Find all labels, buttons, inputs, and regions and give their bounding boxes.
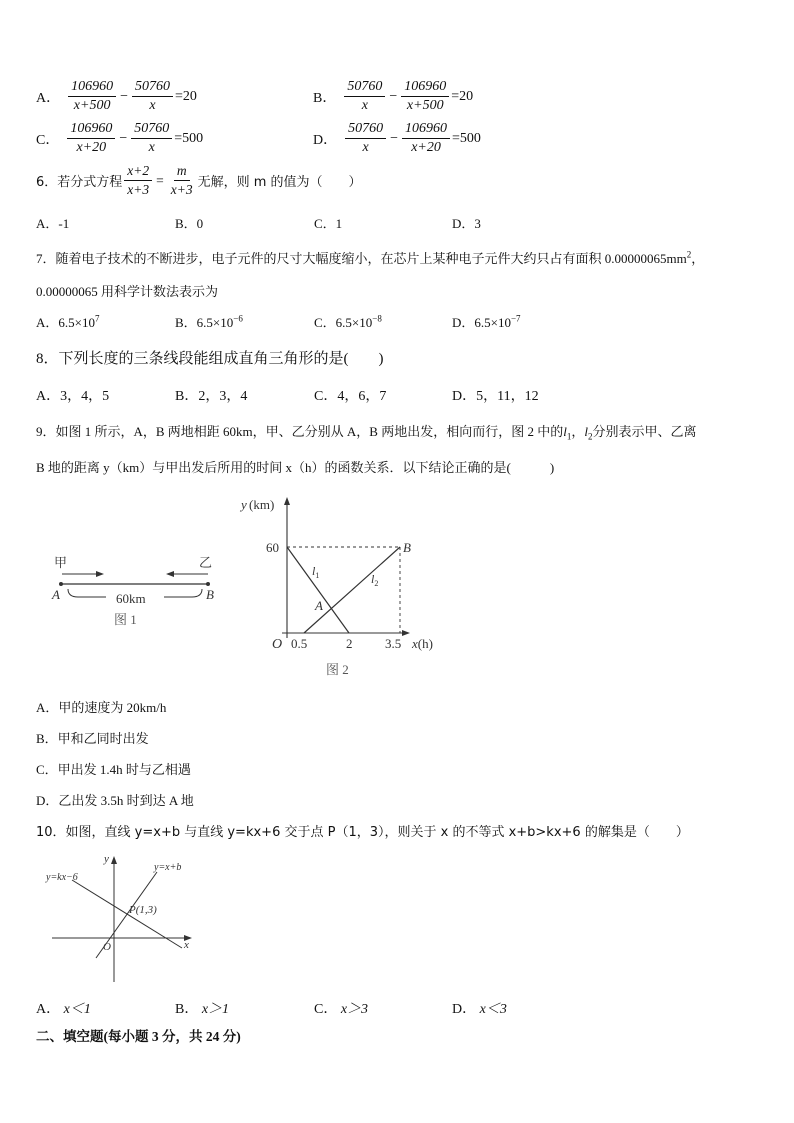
q6-option-c: C．1	[314, 216, 343, 231]
figure-1	[48, 553, 228, 633]
q5-option-b: B． $\frac{50760}{x}$ − $\frac{106960}{x+500}$ =20	[313, 79, 474, 113]
q7-option-a: A．$6.5\times 10^7$	[36, 313, 100, 330]
q7-option-c: C．$6.5\times 10^{-8}$	[314, 313, 382, 330]
q9-stem-line2: B 地的距离 y（km）与甲出发后所用的时间 x（h）的函数关系．以下结论正确的是( )	[36, 460, 555, 475]
q9-option-b: B．甲和乙同时出发	[36, 731, 149, 746]
q8-option-d: D．5，11，12	[452, 389, 539, 404]
fig3-label-kx: y=kx−6	[46, 872, 78, 883]
fig2-point-b: B	[403, 540, 411, 555]
figure-2	[232, 492, 447, 682]
section-2-heading: 二、填空题(每小题 3 分，共 24 分)	[36, 1029, 241, 1044]
q10-option-d: D． x＜3	[452, 1002, 507, 1017]
q6-option-a: A．-1	[36, 216, 70, 231]
figure-3	[42, 850, 202, 990]
q8-stem: 8．下列长度的三条线段能组成直角三角形的是( )	[36, 351, 384, 367]
q7-option-b: B．$6.5\times 10^{-6}$	[175, 313, 243, 330]
q9-option-a: A．甲的速度为 20km/h	[36, 700, 167, 715]
fig2-caption: 图 2	[326, 662, 349, 677]
q7-option-d: D．$6.5\times 10^{-7}$	[452, 313, 521, 330]
fig1-brace-right	[164, 589, 202, 597]
fig2-x-label: x(h)	[412, 636, 433, 651]
fig3-origin: O	[103, 941, 111, 953]
fig2-l1-label: $l_1$	[312, 564, 320, 580]
fig1-yi: 乙	[199, 555, 213, 570]
q6-option-b: B．0	[175, 216, 204, 231]
fig3-y-label: y	[104, 853, 109, 865]
fig2-x-tick-35: 3.5	[385, 636, 402, 651]
fig1-label-a: A	[52, 587, 60, 602]
q6-option-d: D．3	[452, 216, 481, 231]
fig1-jia: 甲	[54, 555, 68, 570]
fig3-point-p: P(1,3)	[129, 904, 157, 916]
q5-option-a: A． $\frac{106960}{x+500}$ − $\frac{50760}{x}$ =20	[36, 79, 197, 113]
fig1-brace-left	[68, 589, 106, 597]
fig2-origin: O	[272, 637, 283, 652]
q6-stem: 6．若分式方程 $\frac{x+2}{x+3}$ = $\frac{m}{x+3}$ 无解，则 m 的值为（ ）	[36, 163, 362, 197]
fig2-l2-label: $l_2$	[371, 572, 379, 588]
fig3-x-label: x	[184, 939, 189, 951]
fig3-y-axis-arrow	[111, 856, 117, 864]
q7-stem-line2: 0.00000065 用科学计数法表示为	[36, 284, 219, 299]
q9-option-c: C．甲出发 1.4h 时与乙相遇	[36, 762, 191, 777]
fig2-x-tick-05: 0.5	[291, 636, 308, 651]
q5-option-d: D． $\frac{50760}{x}$ − $\frac{106960}{x+20}$ =500	[313, 121, 481, 155]
fig2-y-label-unit: (km)	[249, 497, 275, 512]
q10-stem: 10．如图，直线 y=x+b 与直线 y=kx+6 交于点 P（1，3），则关于 x 的不等式 x+b>kx+6 的解集是（ ）	[36, 825, 689, 840]
q10-option-b: B． x＞1	[175, 1002, 230, 1017]
fig2-point-a: A	[315, 598, 323, 613]
fig2-y-tick-60: 60	[266, 540, 279, 555]
fig2-y-label: y	[241, 497, 247, 512]
fig1-label-b: B	[206, 587, 214, 602]
fig2-y-axis-arrow	[284, 497, 290, 505]
fig1-jia-arrow-head	[96, 571, 104, 577]
fig2-x-tick-2: 2	[346, 636, 353, 651]
q7-stem-line1: 7．随着电子技术的不断进步，电子元件的尺寸大幅度缩小，在芯片上某种电子元件大约只占有面积 $0.00000065mm^2$，	[36, 249, 705, 266]
q8-option-b: B．2，3，4	[175, 389, 248, 404]
fig1-point-a	[59, 582, 63, 586]
fig1-distance: 60km	[116, 591, 146, 606]
q10-option-c: C． x＞3	[314, 1002, 369, 1017]
q9-option-d: D．乙出发 3.5h 时到达 A 地	[36, 793, 194, 808]
fig1-caption: 图 1	[114, 612, 137, 627]
q8-option-c: C．4，6，7	[314, 389, 387, 404]
q8-option-a: A．3，4，5	[36, 389, 110, 404]
fig3-label-xb: y=x+b	[154, 862, 182, 873]
fig1-yi-arrow-head	[166, 571, 174, 577]
q10-option-a: A． x＜1	[36, 1002, 91, 1017]
fig1-point-b	[206, 582, 210, 586]
fig2-x-axis-arrow	[402, 630, 410, 636]
q5-option-c: C． $\frac{106960}{x+20}$ − $\frac{50760}{x}$ =500	[36, 121, 204, 155]
q9-stem-line1: 9．如图 1 所示，A，B 两地相距 60km，甲、乙分别从 A，B 两地出发，相向而行，图 2 中的$l_1$，$l_2$分别表示甲、乙离	[36, 424, 697, 442]
